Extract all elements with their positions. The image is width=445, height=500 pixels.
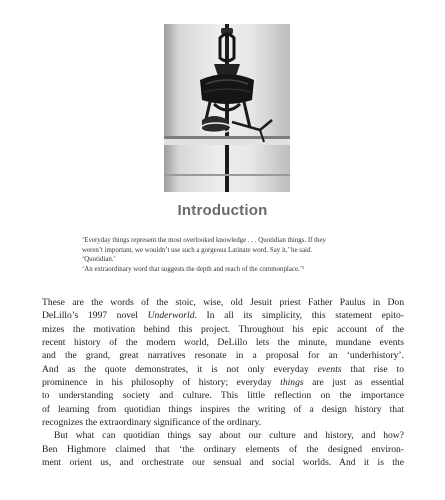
text-fragment: recent history of the modern world, DeLillo lets the minute, mundane events [42, 337, 404, 349]
text-fragment: prominence in his philosophy of history; everyday [42, 377, 281, 389]
text-fragment: ment orient us, and orchestrate our sensual and social worlds. And it is the [42, 457, 404, 469]
frontispiece-photograph [164, 24, 290, 192]
text-fragment: And as the quote demonstrates, it is not only everyday [42, 363, 318, 375]
text-line [42, 336, 404, 349]
text-fragment: DeLillo’s 1997 novel [42, 310, 148, 322]
text-line [42, 429, 404, 442]
text-line [42, 323, 404, 336]
text-fragment: to understanding society and culture. This little reflection on the importance [42, 390, 404, 402]
epigraph-line: ‘Everyday things represent the most overlooked knowledge . . . Quotidian things. If they [82, 237, 326, 244]
epigraph-line: weren’t important, we wouldn’t use such a gorgeous Latinate word. Say it,’ he said. [82, 246, 313, 254]
text-line [42, 296, 404, 309]
epigraph-line: ‘Quotidian.’ [82, 256, 116, 264]
text-line [42, 403, 404, 416]
italic-text: events [317, 363, 342, 375]
text-line [42, 456, 404, 469]
epigraph-line: ‘An extraordinary word that suggests the depth and reach of the commonplace.’¹ [82, 265, 305, 273]
text-line [42, 309, 404, 322]
paragraph-1 [42, 296, 404, 429]
text-fragment: that rise to [341, 363, 404, 375]
text-fragment: But what can quotidian things say about our culture and history, and how? [54, 430, 404, 442]
text-fragment: are just as essential [303, 377, 404, 389]
text-fragment: of learning from quotidian things inspires the writing of a design history that [42, 403, 404, 415]
chapter-title: Introduction [177, 202, 268, 219]
chair-sculpture-image [164, 24, 290, 192]
text-line [42, 363, 404, 376]
text-line [42, 443, 404, 456]
text-fragment: mizes the motivation behind this project. Throughout his epic account of the [42, 323, 404, 335]
epigraph-quote [82, 236, 382, 274]
text-fragment: recognizes the extraordinary significance of the ordinary. [42, 417, 262, 429]
text-fragment: Ben Highmore claimed that ‘the ordinary elements of the designed environ- [42, 443, 404, 455]
text-line [42, 376, 404, 389]
text-fragment: . In all its simplicity, this statement epito- [194, 310, 404, 322]
text-line [42, 416, 404, 429]
body-text [42, 296, 404, 469]
paragraph-2 [42, 429, 404, 469]
italic-text: Underworld [147, 310, 195, 322]
italic-text: things [280, 377, 304, 389]
text-line [42, 389, 404, 402]
text-fragment: These are the words of the stoic, wise, old Jesuit priest Father Paulus in Don [42, 297, 404, 308]
text-line [42, 349, 404, 362]
text-fragment: and the grand, great narratives resonate in a proposal for an ‘underhistory’. [42, 350, 404, 362]
